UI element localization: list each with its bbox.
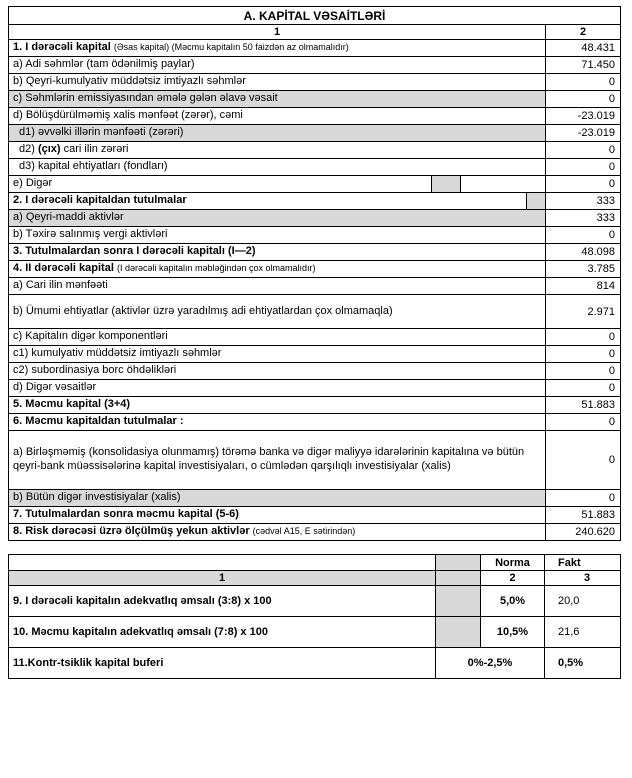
table-row bbox=[9, 210, 621, 227]
table-row bbox=[9, 414, 621, 431]
label-text: d1) əvvəlki illərin mənfəəti (zərəri) bbox=[19, 126, 184, 139]
table-row bbox=[9, 490, 621, 507]
table-title: A. KAPİTAL VƏSAİTLƏRİ bbox=[9, 7, 621, 25]
table-row bbox=[9, 363, 621, 380]
ratio-row bbox=[9, 617, 621, 648]
row-label bbox=[9, 210, 546, 227]
label-text: 2. I dərəcəli kapitaldan tutulmalar bbox=[13, 194, 187, 207]
norma-value: 0%-2,5% bbox=[436, 648, 545, 679]
row-label bbox=[9, 346, 546, 363]
row-label bbox=[9, 57, 546, 74]
label-text: 8. Risk dərəcəsi üzrə ölçülmüş yekun aktivlər bbox=[13, 525, 253, 538]
column-header-row bbox=[9, 25, 621, 40]
label-text: 3. Tutulmalardan sonra I dərəcəli kapitalı (I—2) bbox=[13, 245, 256, 258]
col-header-2: 2 bbox=[546, 25, 621, 40]
label-text: 6. Məcmu kapitaldan tutulmalar : bbox=[13, 415, 184, 428]
table-row bbox=[9, 108, 621, 125]
gap-cell bbox=[436, 555, 481, 571]
row-label bbox=[9, 227, 546, 244]
label-text: d) Digər vəsaitlər bbox=[13, 381, 97, 394]
row-label bbox=[9, 278, 546, 295]
ratio-label: 9. I dərəcəli kapitalın adekvatlıq əmsalı (3:8) x 100 bbox=[9, 586, 436, 617]
capital-table bbox=[8, 6, 621, 541]
capital-table-body bbox=[9, 7, 621, 541]
colnum-fakt: 3 bbox=[545, 571, 621, 586]
row-value: 240.620 bbox=[546, 524, 621, 541]
row-value: 48.098 bbox=[546, 244, 621, 261]
row-value: 0 bbox=[546, 363, 621, 380]
norma-value: 10,5% bbox=[481, 617, 545, 648]
adequacy-colnum-row bbox=[9, 571, 621, 586]
table-row bbox=[9, 142, 621, 159]
table-row bbox=[9, 91, 621, 108]
label-text: (Əsas kapital) (Məcmu kapitalın 50 faizdən az olmamalıdır) bbox=[113, 42, 349, 53]
table-row bbox=[9, 40, 621, 57]
table-row bbox=[9, 431, 621, 490]
row-value: 0 bbox=[546, 74, 621, 91]
label-text: 7. Tutulmalardan sonra məcmu kapital (5-6) bbox=[13, 508, 239, 521]
row-label bbox=[9, 91, 546, 108]
table-row bbox=[9, 507, 621, 524]
label-text: 5. Məcmu kapital (3+4) bbox=[13, 398, 131, 411]
table-row bbox=[9, 176, 621, 193]
gap-cell bbox=[436, 586, 481, 617]
empty-header-cell bbox=[9, 555, 436, 571]
row-label bbox=[9, 380, 546, 397]
row-value: 0 bbox=[546, 346, 621, 363]
label-text: d) Bölüşdürülməmiş xalis mənfəət (zərər), cəmi bbox=[13, 109, 243, 122]
adequacy-table bbox=[8, 554, 621, 679]
row-label bbox=[9, 74, 546, 91]
row-value: 0 bbox=[546, 414, 621, 431]
row-label bbox=[9, 108, 546, 125]
row-value: 3.785 bbox=[546, 261, 621, 278]
label-text: d2) bbox=[19, 143, 38, 156]
row-value: 0 bbox=[546, 490, 621, 507]
table-row bbox=[9, 244, 621, 261]
fakt-value: 21,6 bbox=[545, 617, 621, 648]
gap-cell bbox=[436, 571, 481, 586]
row-value: 51.883 bbox=[546, 507, 621, 524]
table-row bbox=[9, 329, 621, 346]
norma-value: 5,0% bbox=[481, 586, 545, 617]
label-text: d3) kapital ehtiyatları (fondları) bbox=[19, 160, 168, 173]
table-row bbox=[9, 295, 621, 329]
table-row bbox=[9, 380, 621, 397]
row-label bbox=[9, 244, 546, 261]
row-value: 71.450 bbox=[546, 57, 621, 74]
table-row bbox=[9, 159, 621, 176]
label-text: 1. I dərəcəli kapital bbox=[13, 41, 114, 54]
ratio-row bbox=[9, 648, 621, 679]
label-text: cari ilin zərəri bbox=[60, 143, 129, 156]
row-value: 0 bbox=[546, 227, 621, 244]
row-value: 0 bbox=[546, 431, 621, 490]
label-text: b) Təxirə salınmış vergi aktivləri bbox=[13, 228, 168, 241]
table-row bbox=[9, 524, 621, 541]
ratio-row bbox=[9, 586, 621, 617]
row-value: 51.883 bbox=[546, 397, 621, 414]
adequacy-header-row bbox=[9, 555, 621, 571]
row-label bbox=[9, 40, 546, 57]
colnum-label: 1 bbox=[9, 571, 436, 586]
row-value: 0 bbox=[546, 142, 621, 159]
row-label bbox=[9, 159, 546, 176]
norma-header: Norma bbox=[481, 555, 545, 571]
row-value: 0 bbox=[546, 176, 621, 193]
row-label bbox=[9, 329, 546, 346]
label-text: b) Bütün digər investisiyalar (xalis) bbox=[13, 491, 181, 504]
title-row bbox=[9, 7, 621, 25]
table-row bbox=[9, 346, 621, 363]
row-value: 0 bbox=[546, 91, 621, 108]
row-value: 0 bbox=[546, 159, 621, 176]
label-text: (I dərəcəli kapitalın məbləğindən çox olmamalıdır) bbox=[116, 263, 316, 274]
row-label bbox=[9, 363, 546, 380]
adequacy-table-body bbox=[9, 555, 621, 679]
label-text: b) Ümumi ehtiyatlar (aktivlər üzrə yaradılmış adi ehtiyatlardan çox olmamaqla) bbox=[13, 304, 393, 317]
table-row bbox=[9, 125, 621, 142]
label-text: c1) kumulyativ müddətsiz imtiyazlı səhmlər bbox=[13, 347, 222, 360]
label-text: 4. II dərəcəli kapital bbox=[13, 262, 117, 275]
row-value: 814 bbox=[546, 278, 621, 295]
row-label bbox=[9, 431, 546, 490]
row-label bbox=[9, 397, 546, 414]
table-row bbox=[9, 227, 621, 244]
row-label bbox=[9, 125, 546, 142]
row-label bbox=[9, 414, 546, 431]
row-value: -23.019 bbox=[546, 108, 621, 125]
label-text: (çıx) bbox=[37, 143, 61, 156]
row-label bbox=[9, 142, 546, 159]
table-row bbox=[9, 193, 621, 210]
label-text: (cədvəl A15, E sətirindən) bbox=[252, 526, 356, 537]
row-label bbox=[9, 524, 546, 541]
row-label bbox=[9, 490, 546, 507]
label-text: a) Qeyri-maddi aktivlər bbox=[13, 211, 124, 224]
table-row bbox=[9, 74, 621, 91]
fakt-header: Fakt bbox=[545, 555, 621, 571]
label-text: a) Adi səhmlər (tam ödənilmiş paylar) bbox=[13, 58, 195, 71]
table-row bbox=[9, 261, 621, 278]
row-value: -23.019 bbox=[546, 125, 621, 142]
table-row bbox=[9, 397, 621, 414]
row-label bbox=[9, 507, 546, 524]
label-text: a) Cari ilin mənfəəti bbox=[13, 279, 108, 292]
label-text: b) Qeyri-kumulyativ müddətsiz imtiyazlı səhmlər bbox=[13, 75, 246, 88]
colnum-norma: 2 bbox=[481, 571, 545, 586]
row-label bbox=[9, 295, 546, 329]
row-value: 0 bbox=[546, 329, 621, 346]
row-label bbox=[9, 176, 546, 193]
label-text: c2) subordinasiya borc öhdəlikləri bbox=[13, 364, 177, 377]
fakt-value: 0,5% bbox=[545, 648, 621, 679]
ratio-label: 10. Məcmu kapitalın adekvatlıq əmsalı (7:8) x 100 bbox=[9, 617, 436, 648]
row-value: 0 bbox=[546, 380, 621, 397]
row-value: 333 bbox=[546, 210, 621, 227]
row-value: 48.431 bbox=[546, 40, 621, 57]
label-text: a) Birləşməmiş (konsolidasiya olunmamış) törəmə banka və digər maliyyə idarələrinin kapitalına və bütün qeyri-bank müəssisələrinə kapital investisiyaları, o cümlədən qarşılıqlı investisiyalar (xalis) bbox=[13, 446, 525, 472]
row-value: 333 bbox=[546, 193, 621, 210]
row-value: 2.971 bbox=[546, 295, 621, 329]
ratio-label: 11.Kontr-tsiklik kapital buferi bbox=[9, 648, 436, 679]
table-row bbox=[9, 278, 621, 295]
fakt-value: 20,0 bbox=[545, 586, 621, 617]
label-text: c) Səhmlərin emissiyasından əmələ gələn əlavə vəsait bbox=[13, 92, 278, 105]
gap-cell bbox=[436, 617, 481, 648]
table-row bbox=[9, 57, 621, 74]
label-text: e) Digər bbox=[13, 177, 53, 190]
col-header-1: 1 bbox=[9, 25, 546, 40]
row-label bbox=[9, 261, 546, 278]
label-text: c) Kapitalın digər komponentləri bbox=[13, 330, 168, 343]
row-label bbox=[9, 193, 546, 210]
